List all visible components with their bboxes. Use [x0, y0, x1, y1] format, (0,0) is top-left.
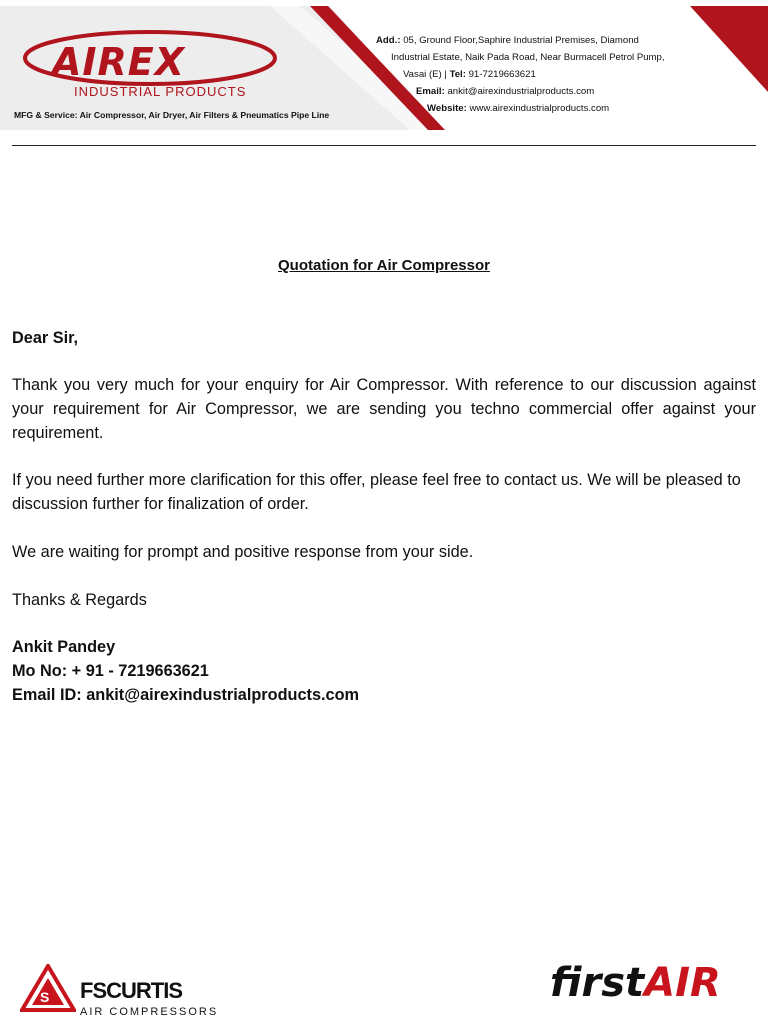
address-line-2: Industrial Estate, Naik Pada Road, Near Burmacell Petrol Pump,: [391, 52, 665, 63]
paragraph-2: If you need further more clarification for this offer, please feel free to contact us. We will be pleased to discussion further for finalization of order.: [12, 471, 741, 513]
fscurtis-logo: [20, 962, 230, 1022]
company-tagline: MFG & Service: Air Compressor, Air Dryer, Air Filters & Pneumatics Pipe Line: [14, 110, 330, 120]
fscurtis-name: FSCURTIS: [80, 978, 182, 1003]
firstair-air: AIR: [644, 960, 721, 1006]
paragraph-3: We are waiting for prompt and positive response from your side.: [12, 543, 474, 561]
sender-email: Email ID: ankit@airexindustrialproducts.com: [12, 686, 360, 704]
header-divider: [12, 145, 756, 146]
firstair-logo: [550, 960, 750, 1020]
svg-text:S: S: [40, 989, 50, 1005]
letterhead: [0, 0, 768, 145]
firstair-first: first: [550, 960, 645, 1006]
airex-logo: [22, 26, 282, 106]
fscurtis-triangle-icon: [20, 964, 76, 1014]
closing: Thanks & Regards: [12, 591, 147, 609]
paragraph-1: Thank you very much for your enquiry for Air Compressor. With reference to our discussion against your requirement for Air Compressor, we are sending you techno commercial offer against your requirement.: [12, 376, 756, 442]
logo-name: AIREX: [52, 40, 186, 84]
address-line-3: Vasai (E) | Tel: 91-7219663621: [403, 69, 536, 80]
salutation: Dear Sir,: [12, 329, 79, 347]
sender-mobile: Mo No: + 91 - 7219663621: [12, 662, 209, 680]
sender-name: Ankit Pandey: [12, 638, 116, 656]
header-email: Email: ankit@airexindustrialproducts.com: [416, 86, 595, 97]
contact-block: [376, 32, 726, 117]
address-line-1: Add.: 05, Ground Floor,Saphire Industrial Premises, Diamond: [376, 35, 639, 46]
logo-subtitle: INDUSTRIAL PRODUCTS: [74, 84, 247, 99]
fscurtis-subtitle: AIR COMPRESSORS: [80, 1006, 219, 1018]
letter-title: Quotation for Air Compressor: [278, 257, 490, 274]
header-website: Website: www.airexindustrialproducts.com: [427, 103, 610, 114]
